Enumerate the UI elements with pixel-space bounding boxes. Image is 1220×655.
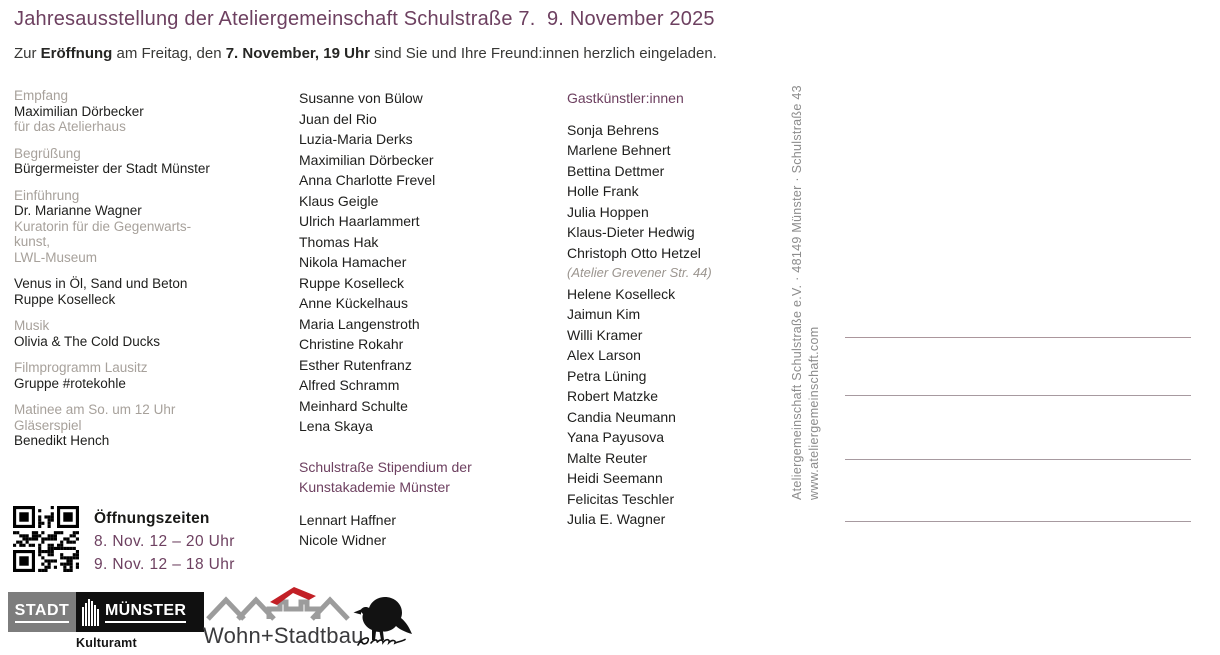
member-name: Ulrich Haarlammert — [299, 213, 420, 229]
program-line: Benedikt Hench — [14, 433, 110, 448]
guest-name: Willi Kramer — [567, 326, 643, 343]
guest-name: Marlene Behnert — [567, 142, 671, 158]
guest-name: Bettina Dettmer — [567, 162, 665, 179]
opening-time: 8. Nov. 12 – 20 Uhr — [94, 533, 235, 550]
address-write-line — [845, 459, 1191, 460]
program-section — [14, 360, 292, 391]
member-name: Klaus Geigle — [299, 192, 379, 209]
page-title: Jahresausstellung der Ateliergemeinschaft Schulstraße 7. 9. November 2025 — [14, 8, 715, 30]
stadt-muenster-logo — [8, 592, 204, 632]
member-name: Juan del Rio — [299, 110, 377, 127]
stipend-names-list — [299, 510, 563, 551]
guests-heading: Gastkünstler:innen — [567, 90, 684, 106]
program-line: kunst, — [14, 234, 51, 249]
address-write-line — [845, 395, 1191, 396]
member-name: Meinhard Schulte — [299, 397, 408, 414]
program-section — [14, 188, 292, 266]
opening-time: 9. Nov. 12 – 18 Uhr — [94, 556, 235, 573]
guest-note: (Atelier Grevener Str. 44) — [567, 265, 712, 280]
program-line: Begrüßung — [14, 145, 81, 161]
program-line: Musik — [14, 318, 50, 333]
program-section — [14, 276, 292, 307]
program-line: für das Atelierhaus — [14, 119, 126, 134]
muenster-gables-icon — [82, 598, 100, 626]
rooflines-icon — [206, 585, 358, 621]
stipend-name: Lennart Haffner — [299, 511, 397, 528]
address-write-line — [845, 521, 1191, 522]
program-line: Empfang — [14, 88, 69, 103]
opening-hours-block — [13, 506, 235, 576]
subtitle-segment: Eröffnung — [40, 45, 113, 62]
program-line: Dr. Marianne Wagner — [14, 203, 142, 218]
subtitle-segment: am Freitag, den — [112, 45, 226, 62]
program-line: Einführung — [14, 187, 80, 203]
program-line: Gruppe #rotekohle — [14, 375, 126, 391]
stadt-logo-word-left: STADT — [15, 602, 70, 623]
guest-name: Alex Larson — [567, 347, 641, 363]
members-list — [299, 88, 563, 437]
member-name: Esther Rutenfranz — [299, 356, 412, 373]
guest-name: Felicitas Teschler — [567, 490, 675, 507]
invitation-line — [14, 45, 717, 62]
members-column — [299, 88, 563, 551]
program-section — [14, 146, 292, 177]
guest-name: Heidi Seemann — [567, 470, 663, 486]
subtitle-segment: sind Sie und Ihre Freund:innen herzlich eingeladen. — [369, 45, 717, 62]
program-section — [14, 318, 292, 349]
member-name: Thomas Hak — [299, 233, 379, 250]
opening-hours-label: Öffnungszeiten — [94, 510, 210, 527]
subtitle-segment: Zur — [14, 45, 41, 62]
guest-name: Klaus-Dieter Hedwig — [567, 224, 695, 240]
stipend-heading-line: Schulstraße Stipendium der — [299, 458, 472, 475]
program-line: Kuratorin für die Gegenwarts- — [14, 218, 192, 234]
imprint-address: Ateliergemeinschaft Schulstraße e.V. · 48149 Münster · Schulstraße 43 — [790, 85, 804, 500]
stipend-heading — [299, 457, 563, 498]
member-name: Christine Rokahr — [299, 336, 404, 352]
guest-name: Malte Reuter — [567, 449, 648, 466]
wohn-stadtbau-label: Wohn+Stadtbau — [203, 623, 364, 648]
program-line: Filmprogramm Lausitz — [14, 360, 148, 375]
program-section — [14, 402, 292, 449]
guest-name: Sonja Behrens — [567, 121, 659, 138]
guest-name: Christoph Otto Hetzel — [567, 244, 701, 261]
opening-times — [94, 530, 235, 576]
kulturamt-label: Kulturamt — [76, 636, 137, 650]
address-write-line — [845, 337, 1191, 338]
guest-name: Yana Payusova — [567, 429, 665, 445]
program-line: Ruppe Koselleck — [14, 291, 116, 307]
imprint-website: www.ateliergemeinschaft.com — [807, 326, 821, 500]
program-line: Matinee am So. um 12 Uhr — [14, 402, 176, 417]
program-line: Olivia & The Cold Ducks — [14, 333, 161, 349]
subtitle-segment: 7. November, 19 Uhr — [225, 45, 370, 62]
qr-code-icon — [13, 506, 79, 572]
member-name: Ruppe Koselleck — [299, 274, 405, 291]
member-name: Anne Kückelhaus — [299, 295, 408, 311]
program-line: Gläserspiel — [14, 417, 82, 433]
guest-name: Petra Lüning — [567, 367, 647, 384]
guest-name: Julia E. Wagner — [567, 511, 666, 527]
member-name: Alfred Schramm — [299, 377, 400, 393]
guest-name: Helene Koselleck — [567, 285, 676, 302]
imprint-vertical — [789, 84, 823, 500]
guests-column — [567, 88, 795, 530]
program-line: Maximilian Dörbecker — [14, 103, 144, 119]
guest-name: Holle Frank — [567, 183, 639, 199]
member-name: Luzia-Maria Derks — [299, 131, 413, 147]
stadt-logo-word-right: MÜNSTER — [105, 602, 186, 623]
program-column — [14, 88, 292, 460]
program-line: Venus in Öl, Sand und Beton — [14, 276, 188, 291]
bird-silhouette-icon — [351, 584, 413, 650]
guest-name: Jaimun Kim — [567, 306, 641, 322]
stipend-name: Nicole Widner — [299, 532, 387, 548]
guest-name: Julia Hoppen — [567, 203, 649, 220]
guests-list — [567, 120, 795, 530]
member-name: Maria Langenstroth — [299, 315, 420, 332]
member-name: Maximilian Dörbecker — [299, 151, 434, 168]
program-section — [14, 88, 292, 135]
program-line: LWL-Museum — [14, 249, 98, 265]
guest-name: Candia Neumann — [567, 408, 676, 425]
wohn-stadtbau-logo — [203, 585, 364, 649]
member-name: Nikola Hamacher — [299, 254, 407, 270]
program-line: Bürgermeister der Stadt Münster — [14, 161, 210, 176]
member-name: Susanne von Bülow — [299, 90, 423, 106]
member-name: Anna Charlotte Frevel — [299, 172, 436, 188]
member-name: Lena Skaya — [299, 418, 373, 434]
bird-logo — [351, 584, 413, 655]
guest-name: Robert Matzke — [567, 388, 659, 404]
stipend-heading-line: Kunstakademie Münster — [299, 479, 450, 495]
